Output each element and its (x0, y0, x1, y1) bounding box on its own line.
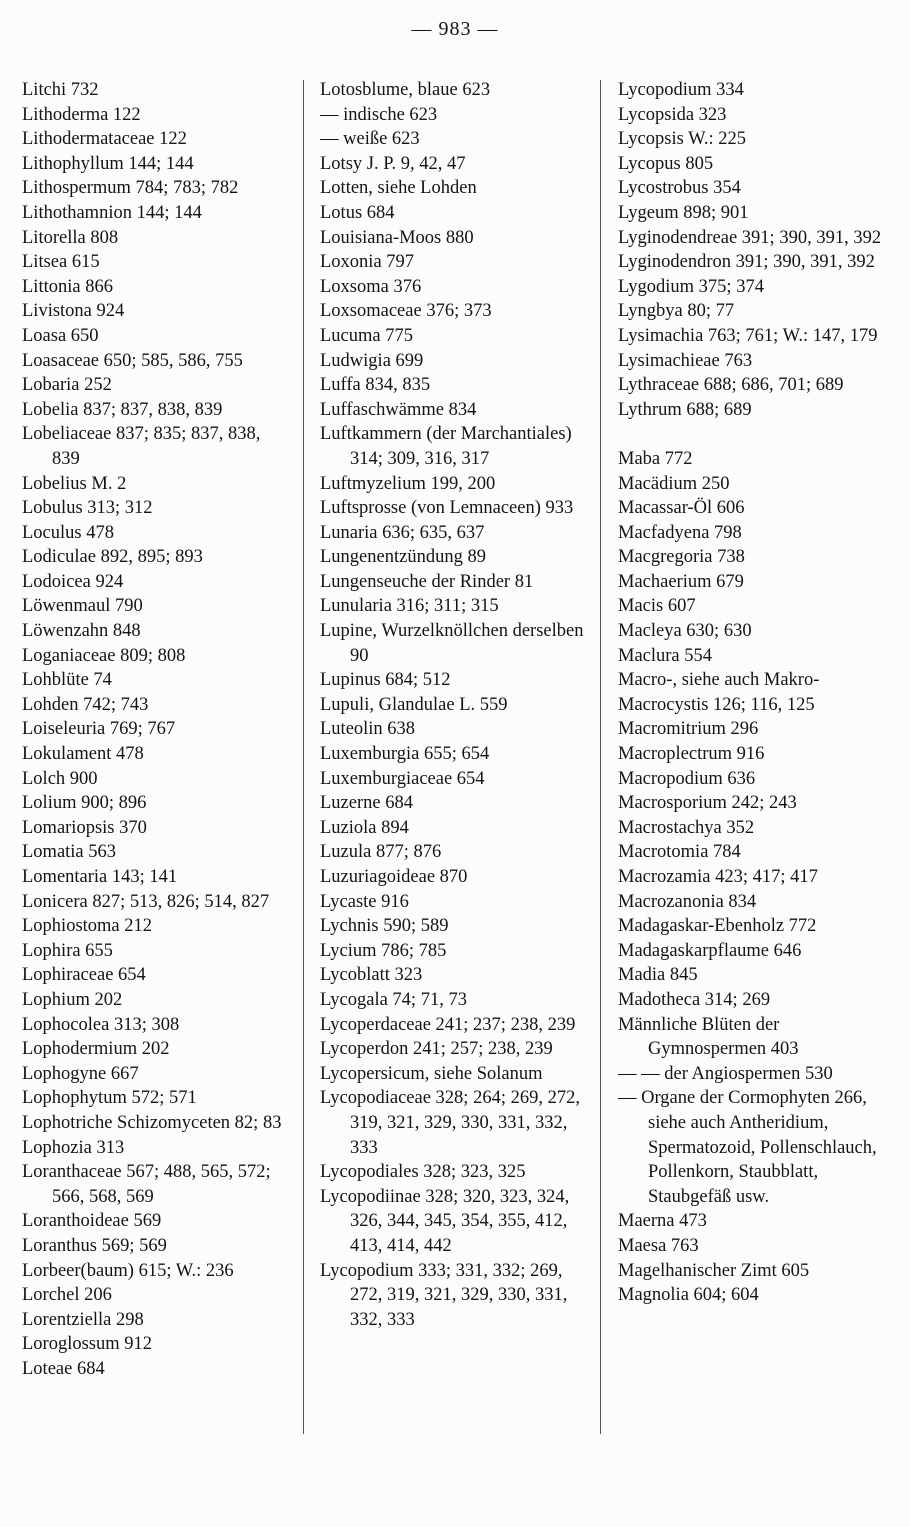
index-entry: Lithophyllum 144; 144 (22, 153, 194, 174)
index-entry: Macädium 250 (618, 473, 730, 494)
index-entry: Luteolin 638 (320, 719, 416, 740)
index-entry: Lupuli, Glandulae L. 559 (320, 694, 508, 715)
index-entry: Lorentziella 298 (22, 1309, 144, 1330)
index-entry: Loteae 684 (22, 1358, 105, 1379)
index-entry: Lotosblume, blaue 623 (320, 80, 491, 100)
index-entry: Lomariopsis 370 (22, 817, 147, 838)
index-entry: Loiseleuria 769; 767 (22, 719, 176, 740)
index-entry: Luftmyzelium 199, 200 (320, 473, 496, 494)
index-entry: Macromitrium 296 (618, 719, 759, 740)
index-entry: Macrotomia 784 (618, 842, 741, 863)
index-entry: Lotsy J. P. 9, 42, 47 (320, 153, 466, 174)
index-entry: Lomentaria 143; 141 (22, 867, 178, 887)
index-entry: Macis 607 (618, 596, 696, 617)
index-entry: Lycogala 74; 71, 73 (320, 989, 467, 1010)
index-entry: Madotheca 314; 269 (618, 989, 771, 1010)
index-entry: Lygeum 898; 901 (618, 202, 749, 223)
index-entry: Lophiostoma 212 (22, 916, 153, 937)
index-entry: Loranthaceae 567; 488, 565, 572; 566, 568, 569 (22, 1162, 271, 1207)
index-entry: Maerna 473 (618, 1211, 707, 1232)
index-entry: Luffa 834, 835 (320, 375, 431, 396)
index-entry: Lycopodiinae 328; 320, 323, 324, 326, 344, 345, 354, 355, 412, 413, 414, 442 (320, 1186, 570, 1256)
index-entry: Lorbeer(baum) 615; W.: 236 (22, 1260, 234, 1281)
index-entry: Lithothamnion 144; 144 (22, 202, 202, 223)
index-entry: Männliche Blüten der Gymnospermen 403 (618, 1014, 799, 1060)
index-entry: Lophiraceae 654 (22, 965, 146, 986)
index-entry: Lophophytum 572; 571 (22, 1088, 197, 1109)
index-entry: Macro-, siehe auch Makro- (618, 670, 820, 691)
index-entry: Lycium 786; 785 (320, 940, 447, 961)
index-entry: Luzula 877; 876 (320, 842, 442, 863)
index-entry: Lotten, siehe Lohden (320, 178, 477, 199)
index-entry: Luffaschwämme 834 (320, 399, 477, 420)
index-entry: Lohblüte 74 (22, 670, 112, 691)
index-entry: Lycopsida 323 (618, 104, 727, 125)
index-entry: Lorchel 206 (22, 1285, 112, 1306)
index-entry: Lyngbya 80; 77 (618, 301, 735, 322)
index-entry: Lycopodium 334 (618, 80, 744, 100)
index-entry: Lithodermataceae 122 (22, 129, 187, 150)
index-column-right (618, 78, 882, 1308)
index-entry: Lycoperdaceae 241; 237; 238, 239 (320, 1014, 576, 1035)
index-entry: Loasa 650 (22, 325, 99, 346)
index-entry: Lobelius M. 2 (22, 473, 127, 494)
index-entry: Lomatia 563 (22, 842, 117, 863)
index-entry: Macleya 630; 630 (618, 621, 752, 642)
index-entry: Lodoicea 924 (22, 571, 124, 592)
index-entry: Macropodium 636 (618, 768, 756, 789)
index-entry: Lysimachieae 763 (618, 350, 753, 371)
index-entry: Loasaceae 650; 585, 586, 755 (22, 350, 243, 371)
index-entry: Loroglossum 912 (22, 1334, 153, 1355)
index-entry: Litchi 732 (22, 80, 99, 100)
index-entry: Litsea 615 (22, 252, 100, 273)
index-entry: Loxonia 797 (320, 252, 415, 273)
index-entry: Lolch 900 (22, 768, 98, 789)
index-entry: Lycostrobus 354 (618, 178, 741, 199)
index-entry: Maba 772 (618, 448, 693, 469)
index-entry: Lophodermium 202 (22, 1039, 170, 1060)
page-number: — 983 — (411, 18, 499, 40)
index-entry: Lodiculae 892, 895; 893 (22, 547, 203, 568)
index-entry: Lycopodiaceae 328; 264; 269, 272, 319, 321, 329, 330, 331, 332, 333 (320, 1088, 580, 1158)
index-entry: Lycopodium 333; 331, 332; 269, 272, 319, 321, 329, 330, 331, 332, 333 (320, 1260, 568, 1330)
index-entry: Macgregoria 738 (618, 547, 745, 568)
index-entry: Loxsoma 376 (320, 276, 422, 297)
index-entry: Luziola 894 (320, 817, 409, 838)
index-entry: Lychnis 590; 589 (320, 916, 449, 937)
entry-gap (618, 422, 882, 447)
index-entry: — Organe der Cormophyten 266, siehe auch Antheridium, Spermatozoid, Pollenschlauch, Pollenkorn, Staubblatt, Staubgefäß usw. (618, 1088, 877, 1207)
column-divider (303, 80, 304, 1434)
index-entry: Lotus 684 (320, 202, 395, 223)
index-entry: Livistona 924 (22, 301, 125, 322)
index-entry: Lupine, Wurzelknöllchen derselben 90 (320, 621, 584, 666)
index-entry: Loranthus 569; 569 (22, 1235, 167, 1256)
index-entry: Littonia 866 (22, 276, 113, 297)
index-entry: Macrosporium 242; 243 (618, 793, 797, 814)
index-entry: Lunaria 636; 635, 637 (320, 522, 485, 543)
index-entry: — weiße 623 (320, 129, 420, 150)
index-entry: Loculus 478 (22, 522, 114, 543)
index-entry: Macrocystis 126; 116, 125 (618, 694, 815, 715)
index-entry: Macrozamia 423; 417; 417 (618, 867, 818, 887)
index-entry: Lysimachia 763; 761; W.: 147, 179 (618, 325, 878, 346)
index-entry: Lygodium 375; 374 (618, 276, 764, 297)
index-entry: Lupinus 684; 512 (320, 670, 451, 691)
index-entry: Loganiaceae 809; 808 (22, 645, 186, 666)
index-entry: Ludwigia 699 (320, 350, 424, 371)
index-entry: Lophocolea 313; 308 (22, 1014, 180, 1035)
index-entry: Macrozanonia 834 (618, 891, 757, 912)
index-entry: Löwenzahn 848 (22, 621, 141, 642)
index-entry: Luxemburgiaceae 654 (320, 768, 485, 789)
index-column-middle (320, 78, 584, 1332)
index-entry: Lobelia 837; 837, 838, 839 (22, 399, 223, 420)
index-entry: Luzerne 684 (320, 793, 413, 814)
index-entry: Lolium 900; 896 (22, 793, 147, 814)
index-entry: Lucuma 775 (320, 325, 413, 346)
index-entry: Macfadyena 798 (618, 522, 742, 543)
index-entry: Lithospermum 784; 783; 782 (22, 178, 239, 199)
index-entry: Luftkammern (der Marchantiales) 314; 309, 316, 317 (320, 424, 572, 469)
index-entry: Macroplectrum 916 (618, 744, 765, 765)
index-entry: Löwenmaul 790 (22, 596, 143, 617)
index-entry: Lokulament 478 (22, 744, 144, 765)
index-entry: Lycoblatt 323 (320, 965, 423, 986)
index-entry: Lunularia 316; 311; 315 (320, 596, 499, 617)
index-entry: Louisiana-Moos 880 (320, 227, 474, 248)
index-entry: Lonicera 827; 513, 826; 514, 827 (22, 891, 270, 912)
index-entry: Lyginodendreae 391; 390, 391, 392 (618, 227, 882, 248)
index-entry: Lophogyne 667 (22, 1063, 139, 1084)
index-entry: Madagaskar-Ebenholz 772 (618, 916, 817, 937)
index-entry: Lungenseuche der Rinder 81 (320, 571, 534, 592)
index-entry: Macassar-Öl 606 (618, 498, 745, 519)
index-entry: Lycoperdon 241; 257; 238, 239 (320, 1039, 553, 1060)
index-entry: Maesa 763 (618, 1235, 699, 1256)
index-entry: Lophira 655 (22, 940, 113, 961)
index-entry: Magelhanischer Zimt 605 (618, 1260, 810, 1281)
index-entry: Lohden 742; 743 (22, 694, 149, 715)
index-entry: Lophozia 313 (22, 1137, 125, 1158)
index-entry: — indische 623 (320, 104, 438, 125)
index-entry: Lycopodiales 328; 323, 325 (320, 1162, 526, 1183)
index-entry: Luftsprosse (von Lemnaceen) 933 (320, 498, 574, 519)
index-entry: Lycaste 916 (320, 891, 409, 912)
index-entry: Magnolia 604; 604 (618, 1285, 759, 1306)
index-entry: Lyginodendron 391; 390, 391, 392 (618, 252, 875, 273)
index-entry: Lithoderma 122 (22, 104, 141, 125)
index-entry: Loxsomaceae 376; 373 (320, 301, 492, 322)
index-entry: Litorella 808 (22, 227, 119, 248)
index-entry: Machaerium 679 (618, 571, 744, 592)
index-entry: Macrostachya 352 (618, 817, 755, 838)
index-entry: Madia 845 (618, 965, 698, 986)
index-entry: Lythrum 688; 689 (618, 399, 752, 420)
index-entry: Lycopersicum, siehe Solanum (320, 1063, 543, 1084)
index-entry: Loranthoideae 569 (22, 1211, 162, 1232)
index-column-left (22, 78, 292, 1381)
column-divider (600, 80, 601, 1434)
index-entry: Lobulus 313; 312 (22, 498, 153, 519)
index-entry: Lobaria 252 (22, 375, 112, 396)
index-entry: Lophotriche Schizomyceten 82; 83 (22, 1112, 282, 1133)
index-entry: Lycopsis W.: 225 (618, 129, 746, 150)
index-entry: Luzuriagoideae 870 (320, 867, 468, 887)
index-entry: — — der Angiospermen 530 (618, 1063, 833, 1084)
index-entry: Lythraceae 688; 686, 701; 689 (618, 375, 844, 396)
index-entry: Lophium 202 (22, 989, 123, 1010)
index-entry: Lycopus 805 (618, 153, 714, 174)
index-entry: Lungenentzündung 89 (320, 547, 486, 568)
index-entry: Lobeliaceae 837; 835; 837, 838, 839 (22, 424, 261, 469)
index-entry: Madagaskarpflaume 646 (618, 940, 802, 961)
index-entry: Maclura 554 (618, 645, 713, 666)
index-entry: Luxemburgia 655; 654 (320, 744, 490, 765)
